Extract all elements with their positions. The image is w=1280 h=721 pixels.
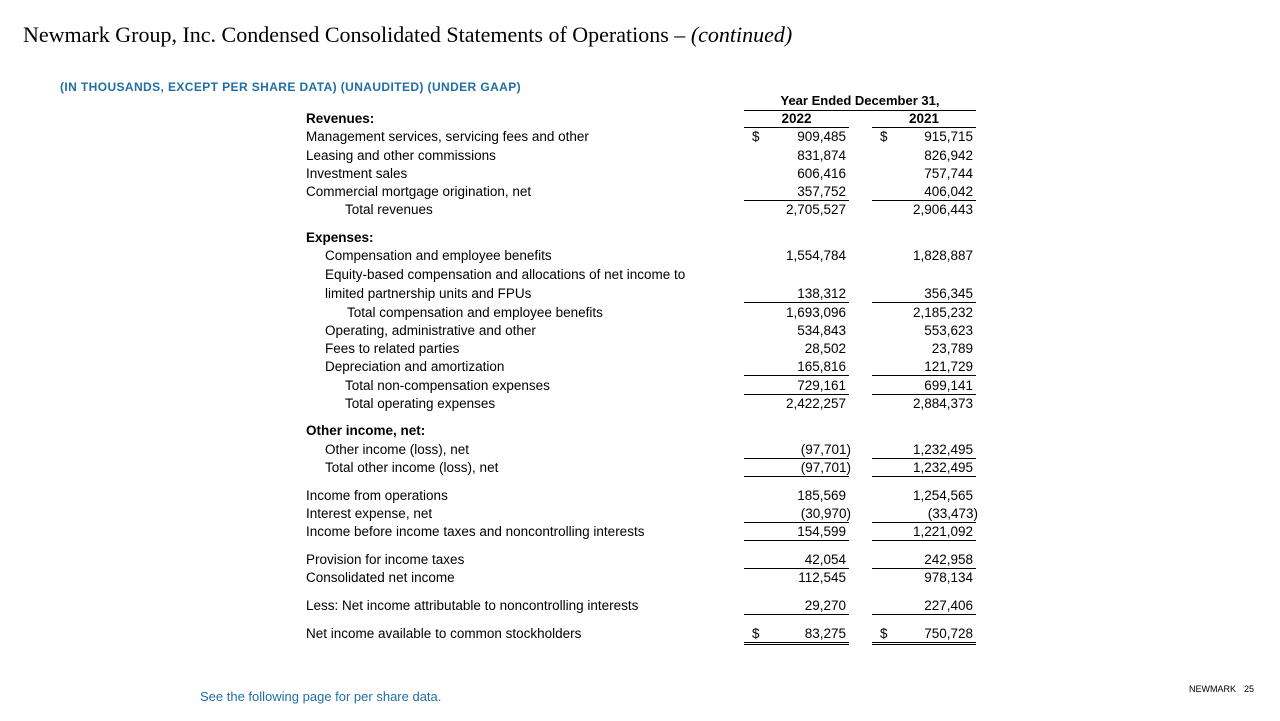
amount: 2,185,232 (912, 305, 973, 320)
row-label: Interest expense, net (306, 506, 433, 521)
value-2022 (744, 247, 849, 264)
table-row (306, 523, 986, 541)
year-2021-header: 2021 (872, 110, 976, 128)
row-label: Total revenues (345, 202, 433, 217)
value-2022 (744, 147, 849, 164)
table-row (306, 377, 986, 395)
value-2022 (744, 128, 849, 145)
table-row (306, 128, 986, 146)
value-2022 (744, 377, 849, 395)
table-row (306, 551, 986, 569)
currency-sign: $ (752, 626, 760, 641)
amount: 357,752 (797, 184, 846, 199)
row-label: Expenses: (306, 230, 374, 245)
amount: 165,816 (797, 359, 846, 374)
value-2022 (744, 422, 849, 439)
statement-subtitle: (IN THOUSANDS, EXCEPT PER SHARE DATA) (UNAUDITED) (UNDER GAAP) (60, 80, 522, 94)
value-2022 (744, 395, 849, 412)
amount: 356,345 (924, 286, 973, 301)
row-label: Revenues: (306, 111, 375, 126)
row-label: Consolidated net income (306, 570, 455, 585)
currency-sign: $ (880, 626, 888, 641)
row-label: Total other income (loss), net (325, 460, 499, 475)
amount: 83,275 (804, 626, 846, 641)
row-label: Operating, administrative and other (325, 323, 536, 338)
row-label: Provision for income taxes (306, 552, 465, 567)
table-row (306, 266, 986, 284)
amount: 699,141 (924, 378, 973, 393)
row-label: Total non-compensation expenses (345, 378, 550, 393)
amount: 154,599 (797, 524, 846, 539)
amount: 185,569 (797, 488, 846, 503)
year-2022-header: 2022 (744, 110, 849, 128)
table-row (306, 322, 986, 340)
table-row (306, 183, 986, 201)
value-2022 (744, 523, 849, 541)
amount: 1,232,495 (912, 460, 973, 475)
table-row (306, 201, 986, 219)
amount: 227,406 (924, 598, 973, 613)
amount: 2,884,373 (912, 396, 973, 411)
amount: 553,623 (924, 323, 973, 338)
value-2022 (744, 358, 849, 376)
value-2022 (744, 285, 849, 303)
value-2021 (872, 523, 976, 541)
row-label: Total operating expenses (345, 396, 496, 411)
row-label: Depreciation and amortization (325, 359, 505, 374)
value-2021 (872, 165, 976, 182)
value-2021 (872, 266, 976, 283)
value-2021 (872, 487, 976, 504)
value-2021 (872, 183, 976, 201)
page-number: 25 (1243, 684, 1254, 694)
amount: 28,502 (804, 341, 846, 356)
amount: 1,254,565 (912, 488, 973, 503)
brand-footer (1189, 684, 1254, 694)
row-label: Equity-based compensation and allocations of net income to (325, 267, 686, 282)
currency-sign: $ (880, 129, 888, 144)
value-2021 (872, 285, 976, 303)
value-2022 (744, 597, 849, 615)
value-2022 (744, 569, 849, 586)
row-label: Less: Net income attributable to noncontrolling interests (306, 598, 639, 613)
amount: 121,729 (924, 359, 973, 374)
value-2022 (744, 165, 849, 182)
value-2022 (744, 505, 849, 523)
amount: 1,221,092 (912, 524, 973, 539)
value-2021 (872, 358, 976, 376)
amount: 909,485 (797, 129, 846, 144)
table-row (306, 459, 986, 477)
value-2021 (872, 377, 976, 395)
row-label: Compensation and employee benefits (325, 248, 552, 263)
row-label: Leasing and other commissions (306, 148, 496, 163)
value-2021 (872, 422, 976, 439)
value-2022 (744, 459, 849, 477)
value-2022 (744, 551, 849, 569)
table-row (306, 625, 986, 643)
table-row (306, 110, 986, 128)
amount: 1,554,784 (785, 248, 846, 263)
amount: 1,693,096 (785, 305, 846, 320)
footer-note: See the following page for per share data. (200, 689, 442, 704)
value-2021 (872, 128, 976, 145)
value-2022 (744, 201, 849, 218)
value-2022 (744, 266, 849, 283)
table-row (306, 487, 986, 505)
value-2022 (744, 110, 849, 127)
amount: (97,701) (800, 460, 851, 475)
brand-name: NEWMARK (1188, 684, 1236, 694)
value-2022 (744, 340, 849, 357)
row-label: limited partnership units and FPUs (325, 286, 532, 301)
row-label: Investment sales (306, 166, 408, 181)
amount: 757,744 (924, 166, 973, 181)
value-2021 (872, 459, 976, 477)
value-2021 (872, 229, 976, 246)
value-2021 (872, 340, 976, 357)
table-row (306, 165, 986, 183)
value-2021 (872, 625, 976, 645)
table-row (306, 569, 986, 587)
row-label: Net income available to common stockholders (306, 626, 582, 641)
value-2022 (744, 625, 849, 645)
table-row (306, 229, 986, 247)
row-label: Income before income taxes and noncontrolling interests (306, 524, 645, 539)
amount: 2,422,257 (785, 396, 846, 411)
table-row (306, 285, 986, 303)
table-row (306, 247, 986, 265)
value-2022 (744, 441, 849, 459)
value-2021 (872, 322, 976, 339)
amount: 242,958 (924, 552, 973, 567)
amount: 112,545 (798, 570, 846, 585)
table-row (306, 147, 986, 165)
amount: 42,054 (804, 552, 846, 567)
table-row (306, 441, 986, 459)
amount: 606,416 (797, 166, 846, 181)
amount: 978,134 (924, 570, 973, 585)
amount: 1,828,887 (912, 248, 973, 263)
row-label: Total compensation and employee benefits (347, 305, 603, 320)
table-row (306, 597, 986, 615)
amount: 826,942 (924, 148, 973, 163)
amount: 831,874 (797, 148, 846, 163)
value-2022 (744, 229, 849, 246)
period-header: Year Ended December 31, (744, 92, 976, 111)
value-2022 (744, 304, 849, 321)
row-label: Income from operations (306, 488, 448, 503)
row-label: Fees to related parties (325, 341, 460, 356)
value-2022 (744, 322, 849, 339)
value-2021 (872, 395, 976, 412)
amount: 534,843 (797, 323, 846, 338)
value-2021 (872, 597, 976, 615)
value-2021 (872, 304, 976, 321)
table-row (306, 340, 986, 358)
row-label: Other income (loss), net (325, 442, 470, 457)
value-2021 (872, 147, 976, 164)
value-2021 (872, 110, 976, 127)
table-row (306, 304, 986, 322)
amount: 729,161 (797, 378, 846, 393)
amount: 750,728 (924, 626, 973, 641)
amount: (97,701) (800, 442, 851, 457)
value-2022 (744, 487, 849, 504)
row-label: Management services, servicing fees and other (306, 129, 589, 144)
amount: 915,715 (924, 129, 973, 144)
amount: 2,705,527 (785, 202, 846, 217)
amount: 406,042 (924, 184, 973, 199)
value-2021 (872, 551, 976, 569)
table-row (306, 505, 986, 523)
value-2021 (872, 247, 976, 264)
value-2021 (872, 505, 976, 523)
amount: (33,473) (927, 506, 978, 521)
amount: (30,970) (800, 506, 851, 521)
value-2022 (744, 183, 849, 201)
amount: 2,906,443 (912, 202, 973, 217)
amount: 23,789 (931, 341, 973, 356)
value-2021 (872, 569, 976, 586)
table-row (306, 358, 986, 376)
table-row (306, 395, 986, 413)
row-label: Commercial mortgage origination, net (306, 184, 532, 199)
currency-sign: $ (752, 129, 760, 144)
amount: 29,270 (804, 598, 846, 613)
value-2021 (872, 201, 976, 218)
amount: 1,232,495 (912, 442, 973, 457)
amount: 138,312 (797, 286, 846, 301)
row-label: Other income, net: (306, 423, 426, 438)
page-title: Newmark Group, Inc. Condensed Consolidated Statements of Operations – (continued) (23, 22, 793, 47)
value-2021 (872, 441, 976, 459)
table-row (306, 422, 986, 440)
